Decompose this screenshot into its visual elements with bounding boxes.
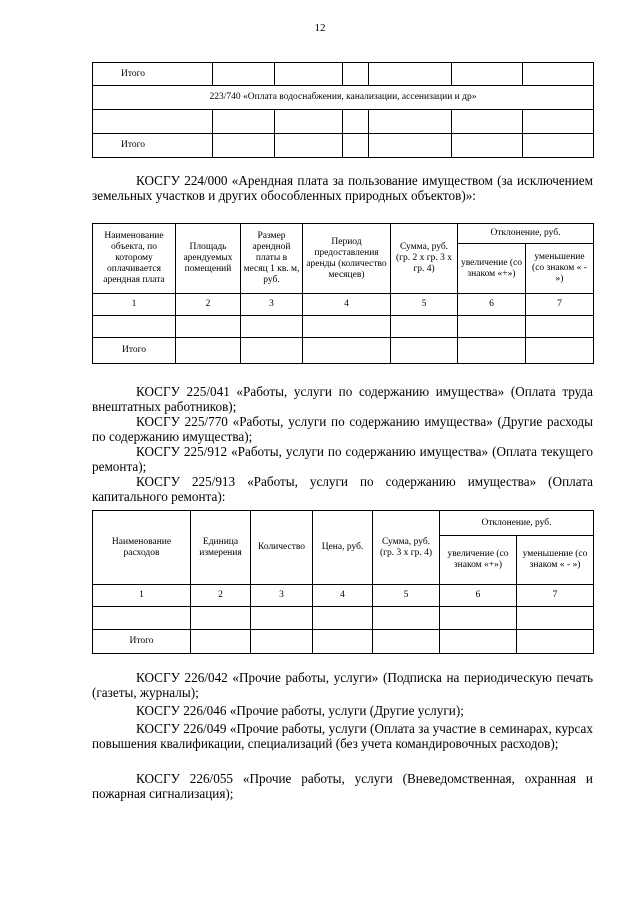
header-cell: Наименование расходов <box>93 511 191 585</box>
table-row <box>93 110 594 134</box>
header-cell: Наименование объекта, по которому оплачивается арендная плата <box>93 224 176 294</box>
header-cell: уменьшение (со знаком « - ») <box>517 536 594 585</box>
itogo-cell: Итого <box>93 338 176 364</box>
number-cell: 6 <box>440 585 517 607</box>
table-row <box>93 63 594 86</box>
table-row <box>93 338 594 364</box>
header-cell: Отклонение, руб. <box>440 511 594 536</box>
table-header-row <box>93 511 594 536</box>
number-cell: 5 <box>373 585 440 607</box>
number-cell: 2 <box>191 585 251 607</box>
paragraph-kosgu-225-041: КОСГУ 225/041 «Работы, услуги по содержанию имущества» (Оплата труда внештатных работников); <box>92 384 593 415</box>
header-cell: увеличение (со знаком «+») <box>440 536 517 585</box>
header-cell: Размер арендной платы в месяц 1 кв. м, руб. <box>241 224 303 294</box>
paragraph-kosgu-225-770: КОСГУ 225/770 «Работы, услуги по содержанию имущества» (Другие расходы по содержанию имущества); <box>92 414 593 445</box>
paragraph-kosgu-226-046: КОСГУ 226/046 «Прочие работы, услуги (Другие услуги); <box>136 703 464 718</box>
header-cell: увеличение (со знаком «+») <box>458 244 526 294</box>
paragraph-kosgu-226-055: КОСГУ 226/055 «Прочие работы, услуги (Вневедомственная, охранная и пожарная сигнализация); <box>92 771 593 802</box>
header-cell: Площадь арендуемых помещений <box>176 224 241 294</box>
table-row <box>93 630 594 654</box>
number-cell: 7 <box>517 585 594 607</box>
table-number-row <box>93 294 594 316</box>
table-row <box>93 134 594 158</box>
itogo-cell: Итого <box>93 63 213 86</box>
header-cell: Сумма, руб. (гр. 3 х гр. 4) <box>373 511 440 585</box>
table-rent <box>92 223 594 364</box>
page-number: 12 <box>314 22 326 34</box>
paragraph-kosgu-225-912: КОСГУ 225/912 «Работы, услуги по содержанию имущества» (Оплата текущего ремонта); <box>92 444 593 475</box>
table-row <box>93 86 594 110</box>
table-repair <box>92 510 594 654</box>
number-cell: 5 <box>391 294 458 316</box>
table-number-row <box>93 585 594 607</box>
header-cell: Единица измерения <box>191 511 251 585</box>
number-cell: 2 <box>176 294 241 316</box>
section-header-cell: 223/740 «Оплата водоснабжения, канализации, ассенизации и др» <box>93 86 594 110</box>
number-cell: 3 <box>241 294 303 316</box>
table-header-row <box>93 224 594 244</box>
table-row <box>93 607 594 630</box>
number-cell: 4 <box>303 294 391 316</box>
number-cell: 6 <box>458 294 526 316</box>
number-cell: 4 <box>313 585 373 607</box>
header-cell: Период предоставления аренды (количество месяцев) <box>303 224 391 294</box>
number-cell: 1 <box>93 294 176 316</box>
header-cell: уменьшение (со знаком « - ») <box>526 244 594 294</box>
paragraph-kosgu-224: КОСГУ 224/000 «Арендная плата за пользование имуществом (за исключением земельных участков и других обособленных природных объектов)»: <box>92 173 593 204</box>
table-utilities <box>92 62 594 158</box>
paragraph-kosgu-226-042: КОСГУ 226/042 «Прочие работы, услуги» (Подписка на периодическую печать (газеты, журналы); <box>92 670 593 701</box>
itogo-cell: Итого <box>93 134 213 158</box>
paragraph-kosgu-225-913: КОСГУ 225/913 «Работы, услуги по содержанию имущества» (Оплата капитального ремонта): <box>92 474 593 505</box>
table-row <box>93 316 594 338</box>
header-cell: Отклонение, руб. <box>458 224 594 244</box>
header-cell: Цена, руб. <box>313 511 373 585</box>
itogo-cell: Итого <box>93 630 191 654</box>
header-cell: Сумма, руб. (гр. 2 х гр. 3 х гр. 4) <box>391 224 458 294</box>
paragraph-kosgu-226-049: КОСГУ 226/049 «Прочие работы, услуги (Оплата за участие в семинарах, курсах повышения квалификации, специализаций (без учета командировочных расходов); <box>92 721 593 752</box>
number-cell: 3 <box>251 585 313 607</box>
number-cell: 1 <box>93 585 191 607</box>
number-cell: 7 <box>526 294 594 316</box>
header-cell: Количество <box>251 511 313 585</box>
